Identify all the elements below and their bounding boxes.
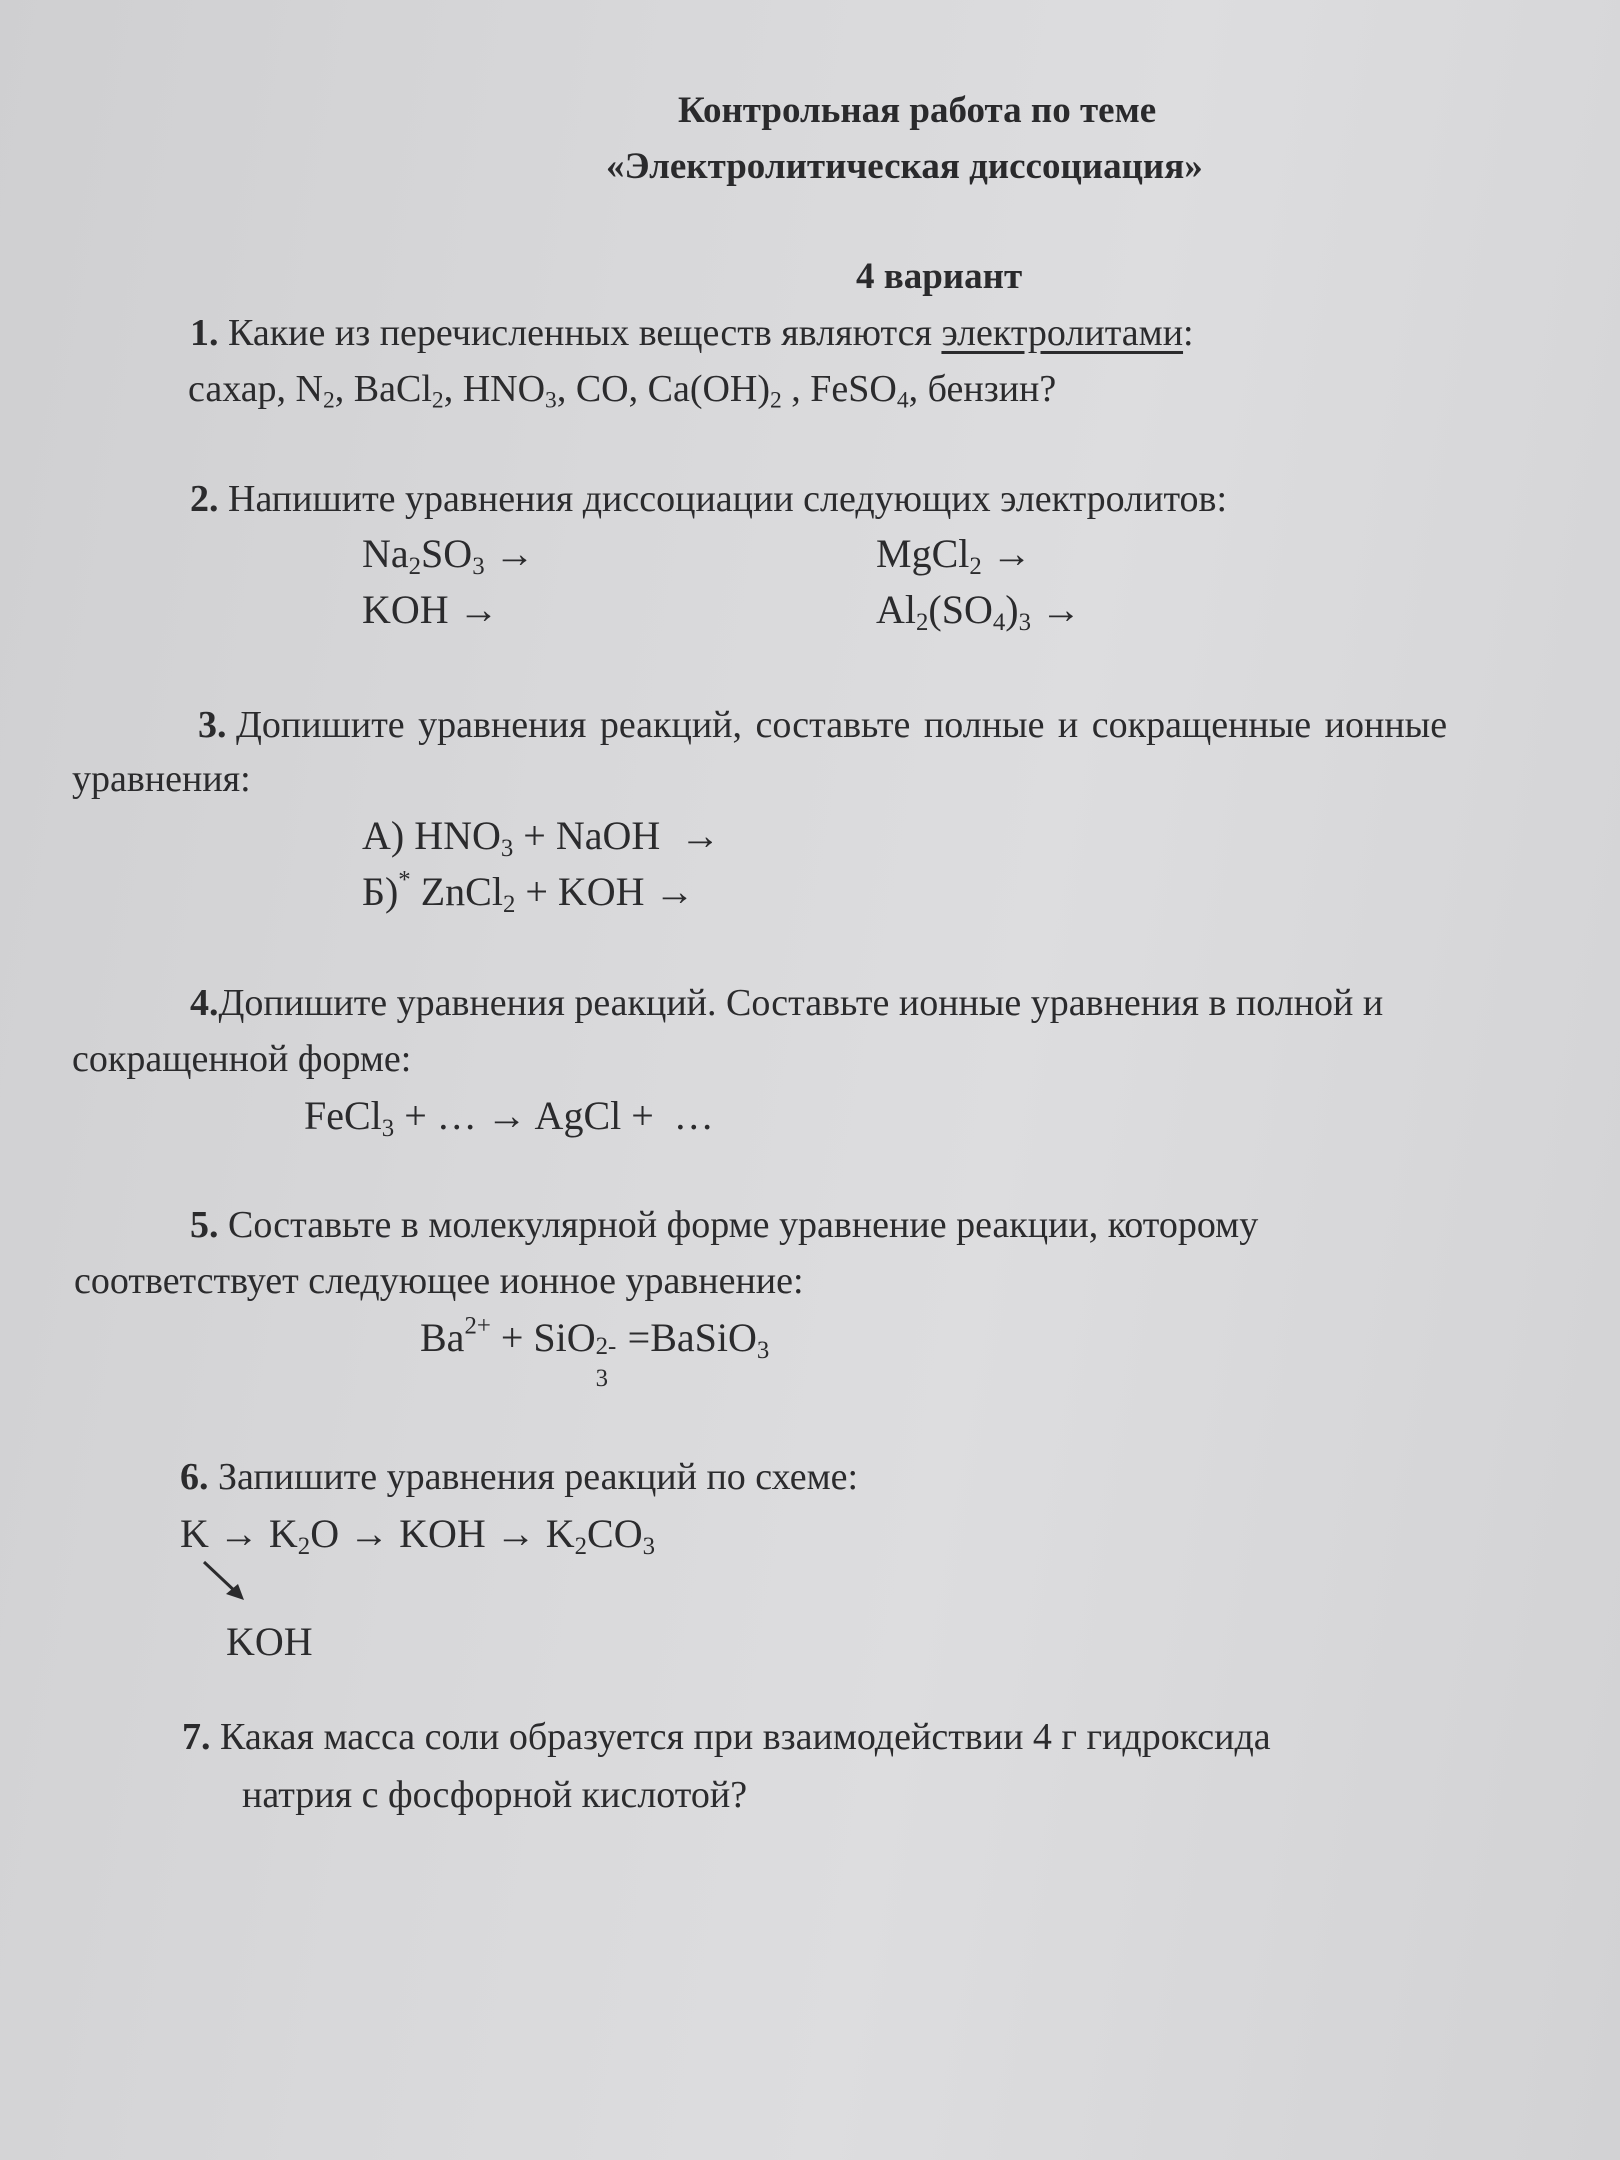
title-line-1: Контрольная работа по теме [678,90,1157,131]
task-3-text-line-1: Допишите уравнения реакций, составьте полные и сокращенные ионные [236,704,1448,746]
title-line-2: «Электролитическая диссоциация» [606,146,1203,187]
reaction-scheme [180,1511,656,1560]
task-5-question [190,1206,1258,1244]
formula-al2so43 [876,587,1081,636]
substance-text: , бензин? [908,368,1057,410]
subscript: 4 [896,387,909,414]
subscript: 2 [770,387,782,414]
subscript: 2 [502,890,516,918]
ionic-equation [420,1312,770,1392]
task-1-substances [188,368,1057,414]
reaction-b [362,866,695,918]
subscript: 2 [969,552,982,580]
subscript: 2 [916,608,929,636]
task-1-question [190,314,1194,352]
task-5-text-line-1: Составьте в молекулярной форме уравнение реакции, которому [228,1204,1259,1246]
task-6-number: 6. [180,1456,209,1498]
task-1-colon: : [1183,312,1194,354]
subscript: 4 [992,608,1006,636]
variant-label: 4 вариант [856,256,1023,297]
formula-part: K → K [180,1511,298,1556]
task-2-text: Напишите уравнения диссоциации следующих электролитов: [228,478,1228,520]
formula-part: (SO [928,587,993,632]
formula-part: Na [362,531,409,576]
formula-part: MgCl [876,531,970,576]
reaction-fecl3 [304,1093,714,1142]
subscript: 3 [595,1365,609,1392]
task-3-number: 3. [198,704,227,746]
subscript: 2 [574,1532,588,1560]
formula-part: → [484,531,535,576]
formula-part: ZnCl [410,869,503,914]
formula-part: + … → AgCl + … [394,1093,714,1138]
formula-part: ) [1005,587,1019,632]
formula-mgcl2 [876,531,1032,580]
formula-part: O → KOH → K [310,1511,575,1556]
task-4-question [190,984,1383,1022]
reaction-a [362,813,721,862]
task-2-number: 2. [190,478,219,520]
subscript: 3 [756,1336,770,1364]
task-4-text-line-2: сокращенной форме: [72,1038,412,1080]
task-1-number: 1. [190,312,219,354]
formula-part: =BaSiO [617,1315,757,1360]
formula-na2so3 [362,531,535,580]
task-7-question [182,1718,1271,1756]
task-1-underlined: электролитами [941,312,1184,354]
formula-part: FeCl [304,1093,382,1138]
task-4-number: 4. [190,982,219,1024]
task-6-text: Запишите уравнения реакций по схеме: [218,1456,859,1498]
formula-part: SO [421,531,473,576]
subscript: 3 [381,1114,395,1142]
task-5-text-line-2: соответствует следующее ионное уравнение: [74,1260,804,1302]
task-4-text-line-1: Допишите уравнения реакций. Составьте ионные уравнения в полной и [218,982,1384,1024]
formula-part: → [981,531,1032,576]
formula-part: CO [587,1511,643,1556]
formula-part: + SiO [490,1315,596,1360]
task-2-question [190,480,1227,518]
formula-part: + KOH → [515,869,695,914]
substance-text: сахар, N [188,368,324,410]
task-7-text-line-1: Какая масса соли образуется при взаимодействии 4 г гидроксида [220,1716,1271,1758]
formula-part: + NaOH → [513,813,721,858]
task-7-text-line-2: натрия с фосфорной кислотой? [242,1774,748,1816]
task-3-text-line-2: уравнения: [72,758,251,800]
superscript: 2+ [464,1312,491,1340]
task-3-question [198,706,1447,744]
formula-part: Al [876,587,916,632]
subscript: 2 [431,387,444,414]
scheme-branch-koh: KOH [226,1619,313,1664]
task-6-question [180,1458,858,1496]
subscript: 3 [545,387,557,414]
formula-koh [362,587,499,632]
formula-part: KOH → [362,587,499,632]
superscript: 2- [595,1333,617,1360]
subscript: 2 [408,552,422,580]
formula-part: А) HNO [362,813,501,858]
diagonal-arrow-icon [196,1556,256,1616]
substance-text: , CO, Ca(OH) [556,368,771,410]
subscript: 3 [1018,608,1031,636]
subscript: 3 [642,1532,656,1560]
formula-part: Б) [362,869,399,914]
subscript: 2 [297,1532,311,1560]
formula-part: Ba [420,1315,465,1360]
superscript: * [398,866,411,894]
substance-text: , BaCl [334,368,432,410]
task-7-number: 7. [182,1716,211,1758]
task-5-number: 5. [190,1204,219,1246]
task-1-text: Какие из перечисленных веществ являются [228,312,942,354]
formula-part: → [1031,587,1081,632]
subscript: 3 [472,552,485,580]
subscript: 2 [323,387,335,414]
subscript: 3 [500,834,514,862]
substance-text: , FeSO [781,368,897,410]
substance-text: , HNO [443,368,546,410]
